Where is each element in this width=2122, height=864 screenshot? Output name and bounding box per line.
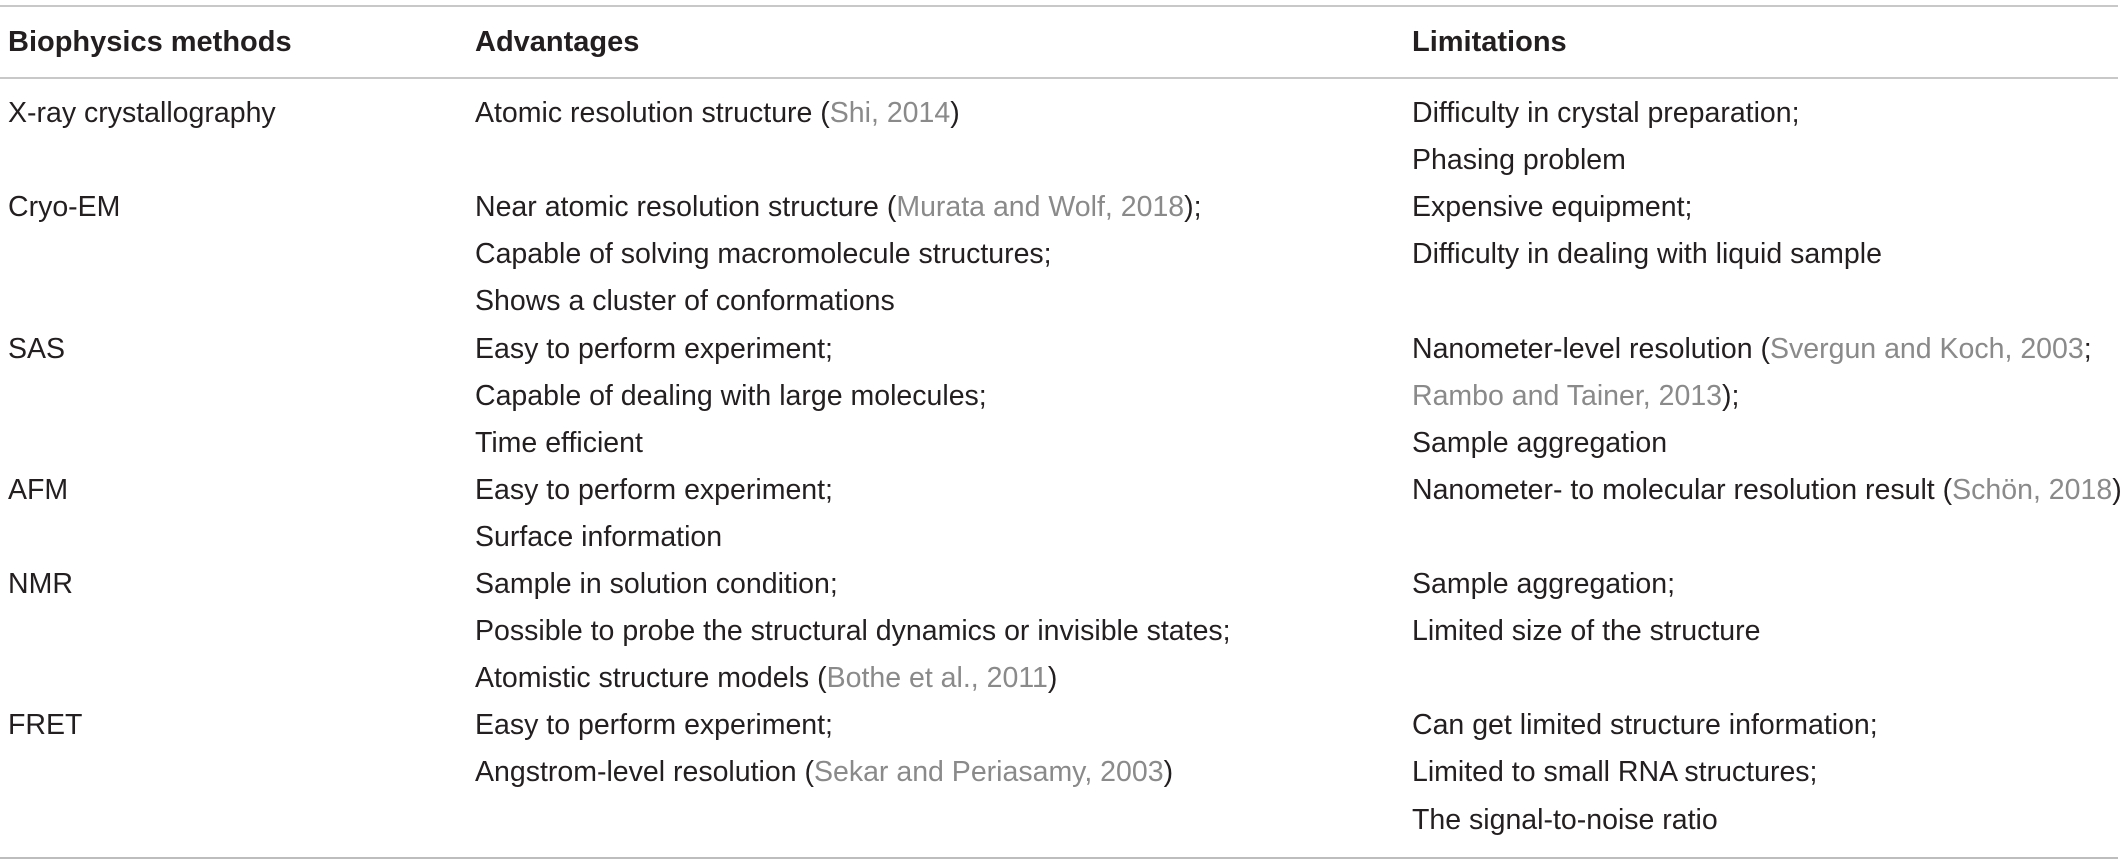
cell-text: Expensive equipment; [1412,191,1693,224]
limitation-line [1412,379,1739,413]
cell-text: Nanometer-level resolution ( [1412,332,1770,365]
limitation-line [1412,237,1882,271]
method-name: NMR [8,568,73,600]
advantage-line [475,96,960,130]
citation-link: Shi, 2014 [829,97,951,129]
advantage-line [475,614,1231,648]
cell-text-suffix: ) [1047,662,1058,695]
advantage-line [475,473,833,507]
citation-link: Rambo and Tainer, 2013 [1412,379,1723,412]
limitation-line [1412,426,1667,460]
cell-text: Sample aggregation; [1412,568,1676,600]
method-name: FRET [8,709,83,742]
citation-link: Bothe et al., 2011 [826,662,1048,695]
table-bottom-rule [0,857,2118,859]
advantage-line [475,755,1173,789]
cell-text: Can get limited structure information; [1412,709,1878,742]
cell-text: Nanometer- to molecular resolution result ( [1412,473,1953,506]
cell-text: Easy to perform experiment; [475,473,833,506]
advantage-line [475,567,838,601]
advantage-line [475,426,643,460]
limitation-line [1412,190,1692,224]
cell-text: Sample in solution condition; [475,568,838,600]
header-rule [0,77,2118,79]
citation-link: Sekar and Periasamy, 2003 [813,756,1164,789]
cell-text-suffix: ) [1163,756,1174,789]
cell-text: Capable of solving macromolecule structures; [475,238,1052,271]
cell-text: Easy to perform experiment; [475,709,833,742]
advantage-line [475,332,833,366]
limitation-line [1412,803,1718,837]
header-advantages: Advantages [475,26,640,58]
cell-text: Atomic resolution structure ( [475,97,830,129]
cell-text-suffix: ) [2112,473,2122,506]
cell-text: Time efficient [475,426,643,459]
limitation-line [1412,708,1878,742]
advantage-line [475,520,722,554]
limitation-line [1412,143,1626,177]
advantage-line [475,284,895,318]
advantage-line [475,237,1052,271]
cell-text: Angstrom-level resolution ( [475,756,814,789]
advantage-line [475,661,1057,695]
cell-text: Possible to probe the structural dynamics or invisible states; [475,615,1231,648]
method-name: AFM [8,473,69,506]
cell-text: Limited to small RNA structures; [1412,756,1818,789]
citation-link: Svergun and Koch, 2003 [1770,332,2084,365]
table-header [0,5,2118,77]
limitation-line [1412,332,2092,366]
header-biophysics-methods: Biophysics methods [8,26,292,58]
cell-text-suffix: ); [1722,379,1740,412]
cell-text: Phasing problem [1412,144,1626,177]
citation-link: Murata and Wolf, 2018 [896,191,1185,224]
cell-text-suffix: ; [2083,332,2092,365]
advantage-line [475,379,987,413]
cell-text: Atomistic structure models ( [475,662,827,695]
cell-text: Surface information [475,520,723,553]
cell-text: Difficulty in dealing with liquid sample [1412,238,1882,271]
cell-text: Capable of dealing with large molecules; [475,379,987,412]
limitation-line [1412,755,1817,789]
cell-text: Sample aggregation [1412,426,1668,459]
limitation-line [1412,473,2122,507]
cell-text: Shows a cluster of conformations [475,285,895,318]
limitation-line [1412,96,1800,130]
cell-text-suffix: ); [1184,191,1202,224]
method-name: Cryo-EM [8,191,121,224]
cell-text: Limited size of the structure [1412,615,1761,648]
advantage-line [475,190,1202,224]
citation-link: Schön, 2018 [1952,473,2113,506]
header-limitations: Limitations [1412,26,1567,58]
method-name: SAS [8,332,66,365]
method-name: X-ray crystallography [8,97,276,129]
cell-text: The signal-to-noise ratio [1412,803,1718,836]
limitation-line [1412,567,1675,601]
limitation-line [1412,614,1761,648]
cell-text: Difficulty in crystal preparation; [1412,97,1800,129]
cell-text: Easy to perform experiment; [475,332,833,365]
cell-text: Near atomic resolution structure ( [475,191,897,224]
cell-text-suffix: ) [950,97,960,129]
advantage-line [475,708,833,742]
